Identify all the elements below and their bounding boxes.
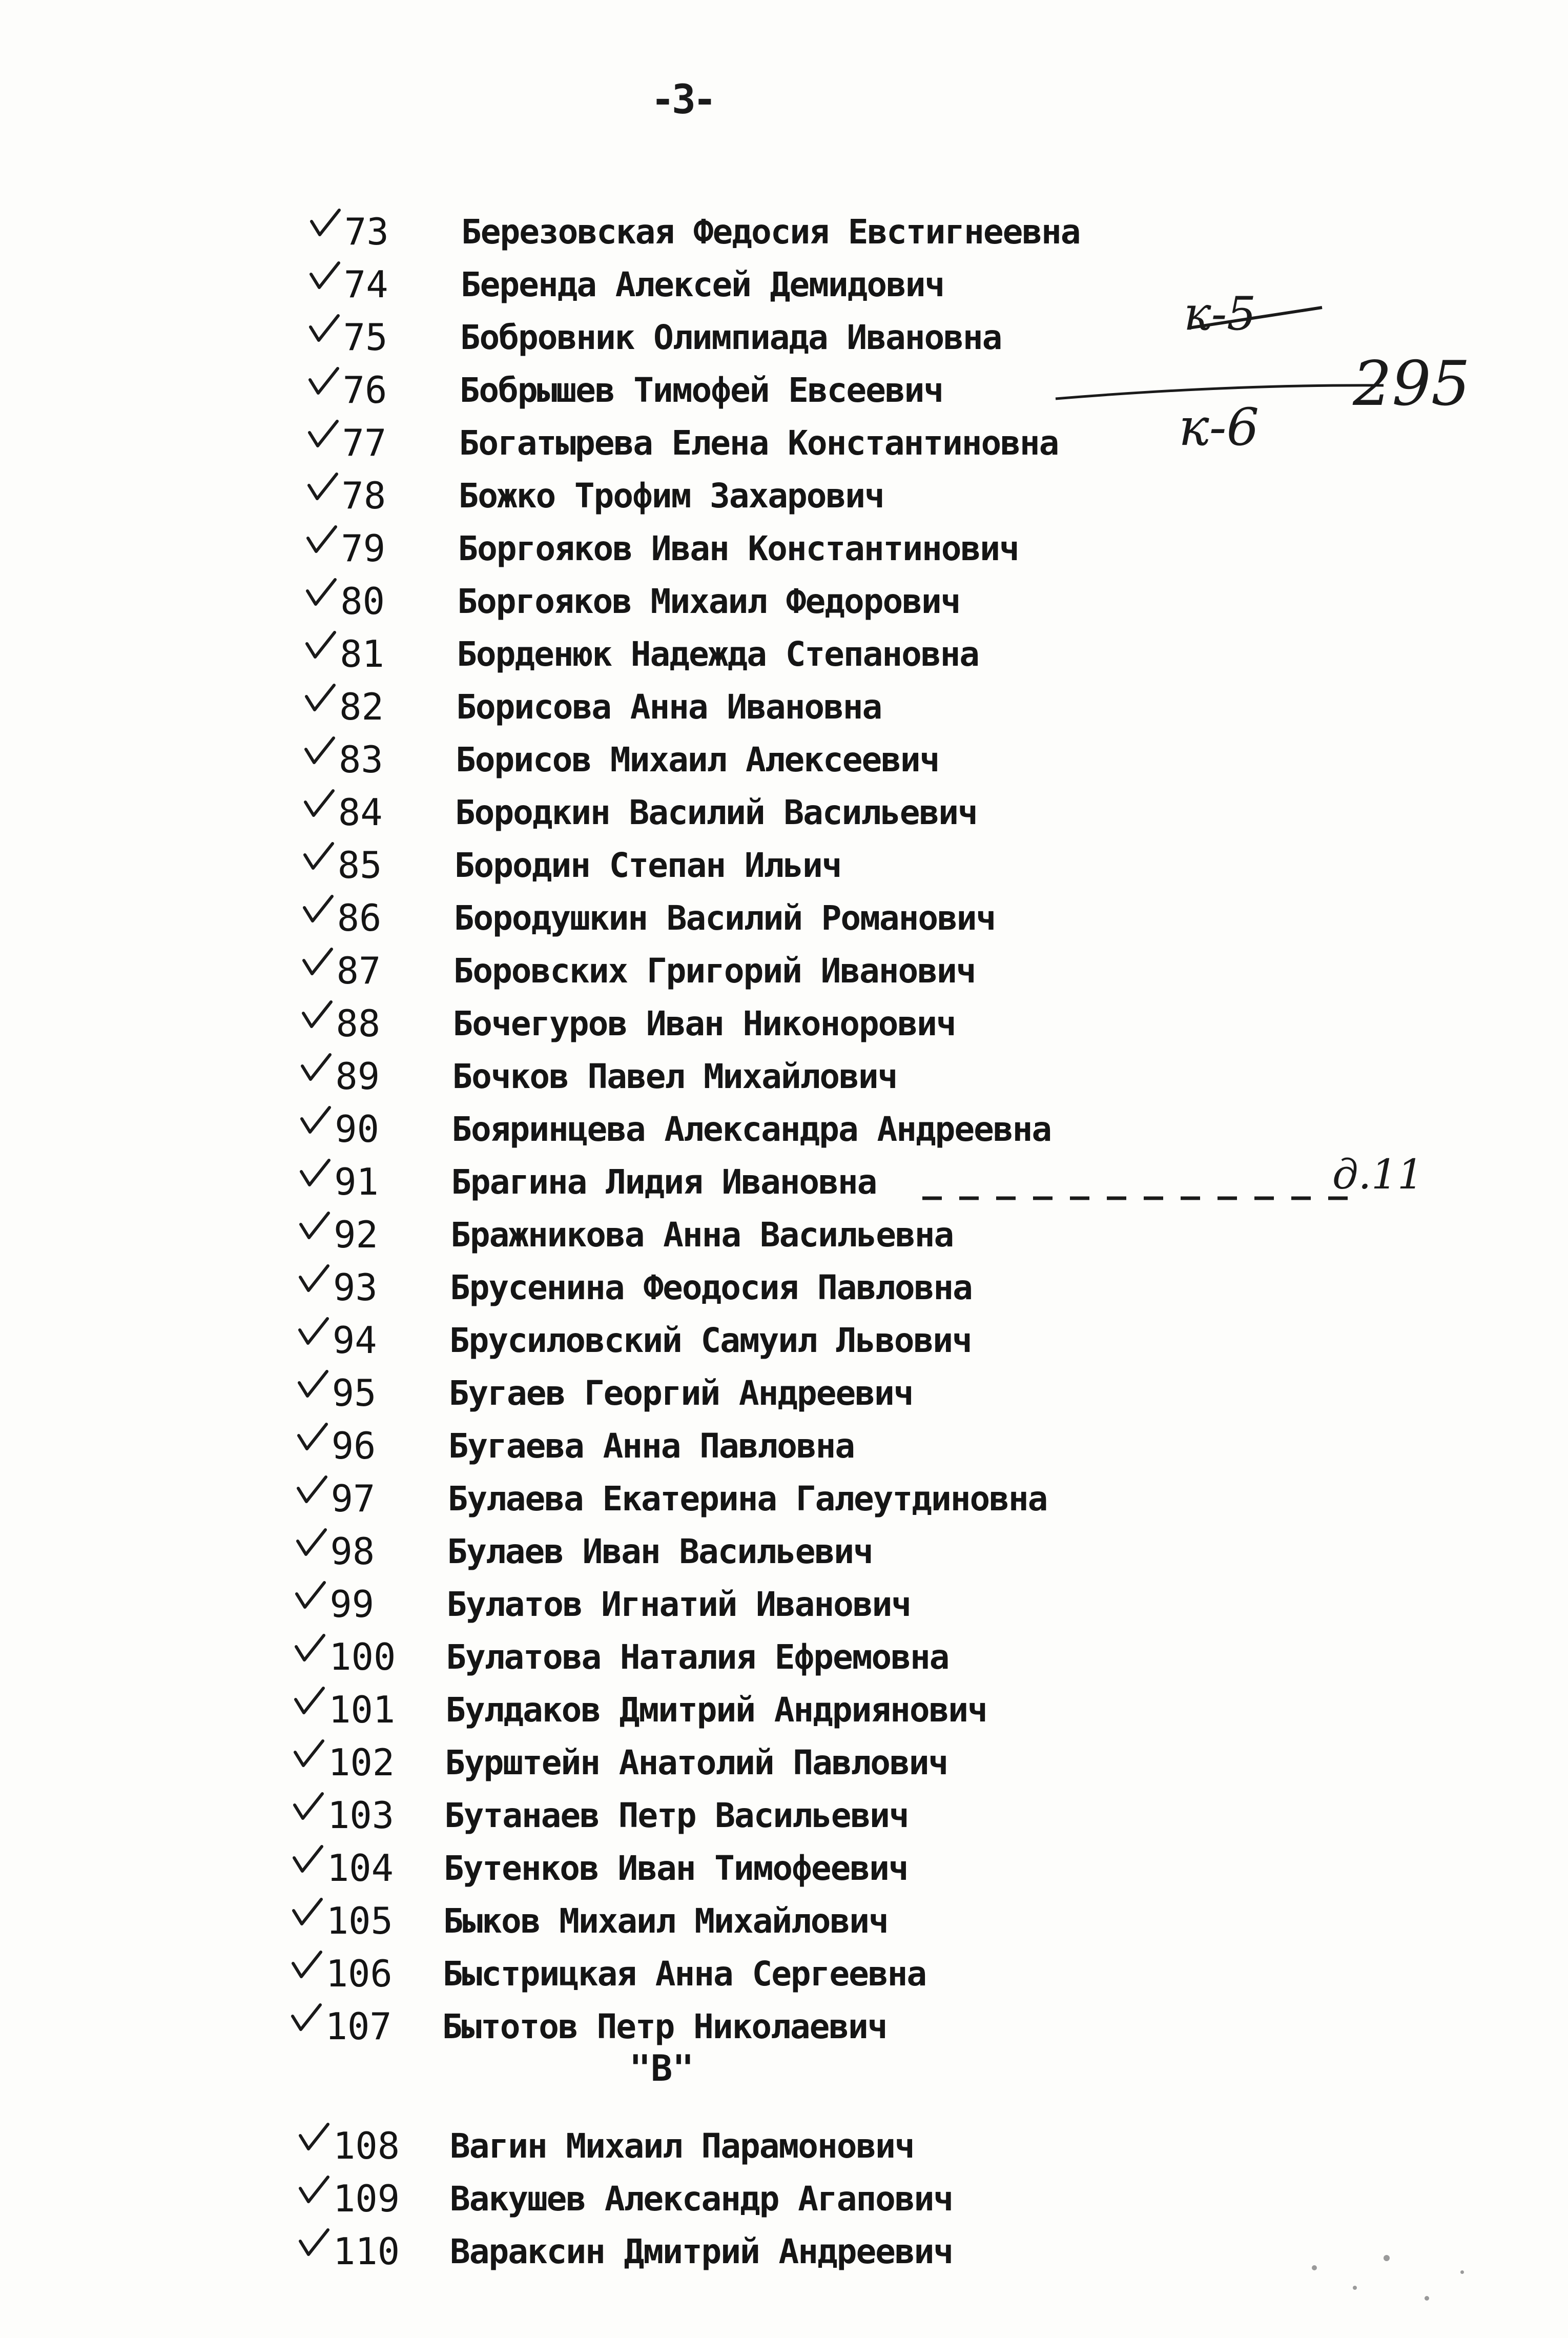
entry-name: Божко Трофим Захарович (458, 476, 884, 516)
entry-number: 74 (343, 263, 388, 306)
entry-name: Боровских Григорий Иванович (453, 951, 976, 991)
entry-number: 99 (329, 1583, 375, 1626)
strike-k5 (1189, 307, 1322, 328)
entry-number: 103 (327, 1794, 395, 1837)
entry-name: Бородин Степан Ильич (454, 846, 841, 885)
entry-name: Быков Михаил Михайлович (443, 1901, 888, 1941)
entry-name: Булатова Наталия Ефремовна (446, 1637, 949, 1677)
handwritten-note-d11: д.11 (1332, 1151, 1423, 1198)
entry-name: Борденюк Надежда Степановна (457, 634, 979, 674)
entry-number: 92 (334, 1213, 378, 1256)
entry-name: Березовская Федосия Евстигнеевна (461, 212, 1080, 252)
entry-number: 100 (329, 1635, 396, 1678)
entry-name: Вараксин Дмитрий Андреевич (450, 2232, 953, 2271)
entry-number: 82 (339, 685, 384, 728)
entry-number: 109 (333, 2177, 400, 2220)
entry-name: Бородкин Василий Васильевич (455, 793, 977, 832)
entry-name: Быстрицкая Анна Сергеевна (442, 1954, 926, 1994)
entry-name: Бражникова Анна Васильевна (450, 1215, 954, 1255)
entry-name: Булатов Игнатий Иванович (446, 1585, 911, 1624)
entry-name: Бурштейн Анатолий Павлович (445, 1743, 948, 1782)
paper-speck (1312, 2265, 1317, 2270)
entry-number: 85 (337, 844, 382, 887)
entry-number: 106 (325, 1952, 393, 1995)
entry-number: 102 (328, 1741, 395, 1784)
entry-name: Бутанаев Петр Васильевич (444, 1796, 909, 1835)
entry-number: 76 (342, 368, 387, 412)
entry-number: 91 (334, 1160, 379, 1203)
entry-number: 77 (342, 421, 387, 464)
handwritten-note-295: 295 (1353, 348, 1471, 420)
entry-number: 79 (341, 527, 386, 570)
entry-number: 110 (333, 2230, 400, 2273)
entry-number: 81 (340, 632, 384, 675)
entry-number: 98 (330, 1530, 375, 1573)
entry-name: Бутенков Иван Тимофеевич (443, 1849, 908, 1888)
entry-name: Бояринцева Александра Андреевна (451, 1110, 1051, 1149)
entry-name: Боргояков Михаил Федорович (457, 582, 960, 621)
entry-name: Бобрышев Тимофей Евсеевич (459, 371, 943, 410)
entry-name: Борисов Михаил Алексеевич (456, 740, 939, 780)
entry-name: Брагина Лидия Ивановна (451, 1162, 877, 1202)
entry-name: Богатырева Елена Константиновна (459, 423, 1059, 463)
entry-number: 88 (336, 1002, 381, 1045)
entry-number: 83 (339, 738, 383, 781)
entry-number: 105 (326, 1899, 393, 1942)
entry-number: 97 (331, 1477, 376, 1520)
entry-number: 93 (333, 1266, 378, 1309)
handwritten-note-k5: к-5 (1184, 287, 1256, 341)
entry-name: Булаев Иван Васильевич (447, 1532, 873, 1571)
entry-name: Боргояков Иван Константинович (458, 529, 1019, 568)
entry-name: Бородушкин Василий Романович (453, 898, 996, 938)
entry-number: 108 (333, 2124, 400, 2167)
entry-name: Булаева Екатерина Галеутдиновна (447, 1479, 1047, 1519)
entry-number: 87 (336, 949, 381, 992)
section-header-v: "В" (629, 2047, 694, 2089)
entry-name: Вакушев Александр Агапович (450, 2179, 953, 2219)
entry-number: 95 (332, 1371, 377, 1414)
entry-number: 107 (325, 2005, 392, 2048)
entry-number: 75 (343, 316, 388, 359)
entry-number: 96 (331, 1424, 376, 1467)
entry-name: Брусенина Феодосия Павловна (450, 1268, 972, 1307)
entry-number: 84 (338, 791, 383, 834)
entry-name: Бочков Павел Михайлович (452, 1057, 897, 1096)
entry-number: 80 (340, 580, 385, 623)
entry-name: Бугаев Георгий Андреевич (448, 1373, 913, 1413)
entry-name: Бытотов Петр Николаевич (442, 2007, 887, 2046)
entry-name: Вагин Михаил Парамонович (450, 2126, 914, 2166)
entry-number: 94 (332, 1319, 377, 1362)
entry-name: Булдаков Дмитрий Андриянович (445, 1690, 987, 1730)
entry-name: Брусиловский Самуил Львович (449, 1321, 972, 1360)
entry-number: 73 (344, 210, 389, 253)
line-row-76 (1056, 385, 1384, 399)
entry-name: Бугаева Анна Павловна (448, 1426, 855, 1466)
paper-speck (1460, 2270, 1464, 2274)
entry-number: 90 (335, 1108, 379, 1151)
entry-number: 78 (341, 474, 386, 517)
paper-speck (1425, 2296, 1429, 2301)
entry-number: 86 (337, 896, 382, 939)
entry-name: Борисова Анна Ивановна (456, 687, 882, 727)
handwritten-note-k6: к-6 (1179, 397, 1260, 457)
entry-name: Беренда Алексей Демидович (460, 265, 944, 304)
paper-speck (1384, 2255, 1390, 2261)
entry-number: 89 (335, 1055, 380, 1098)
paper-speck (1353, 2286, 1357, 2290)
entry-number: 101 (328, 1688, 396, 1731)
entry-name: Бочегуров Иван Никонорович (452, 1004, 956, 1043)
page-number: -3- (651, 77, 714, 123)
entry-number: 104 (326, 1847, 394, 1890)
entry-name: Бобровник Олимпиада Ивановна (460, 318, 1002, 357)
